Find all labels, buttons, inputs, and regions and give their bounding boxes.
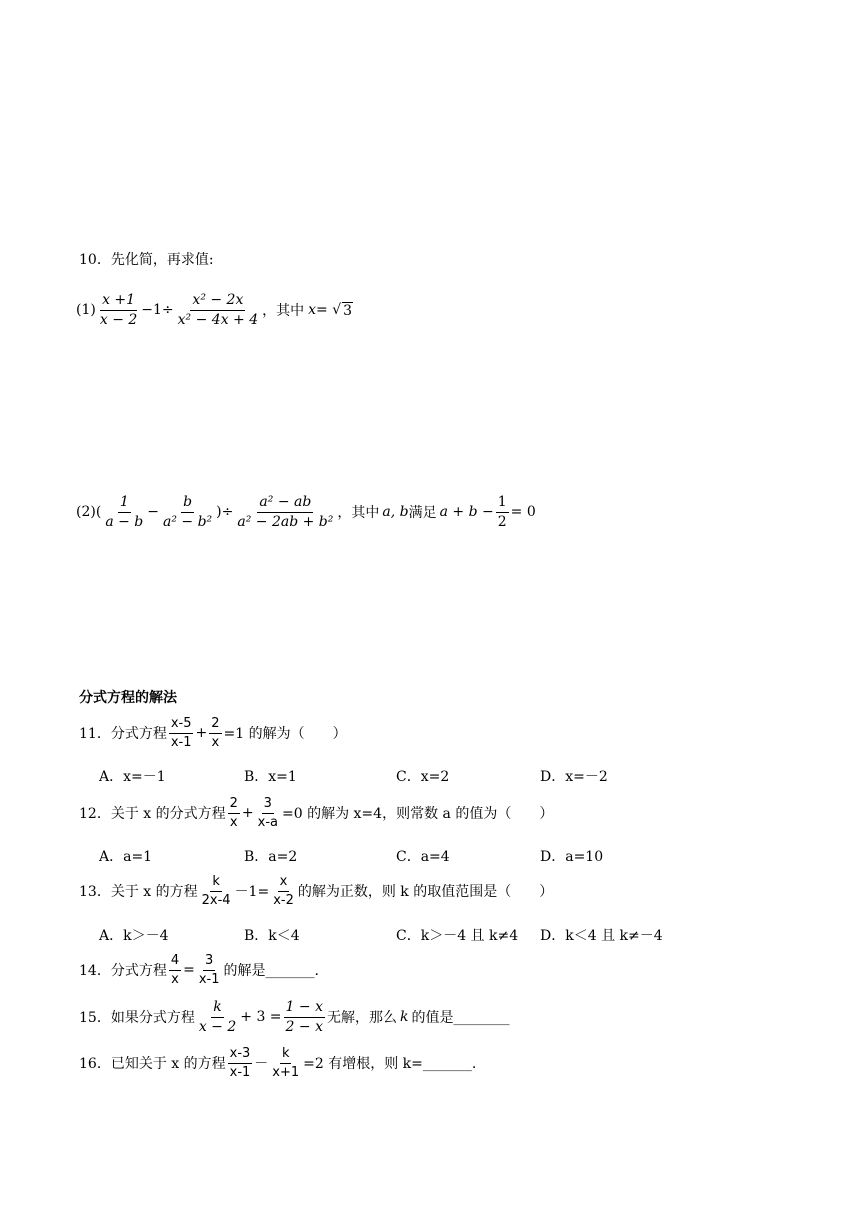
q12-stem xyxy=(79,793,553,833)
fraction-numerator: 2 xyxy=(209,717,221,734)
fraction-numerator: x-5 xyxy=(169,717,194,734)
q13-option-c: C．k＞－4 且 k≠4 xyxy=(396,928,519,944)
q11-option-a: A．x=－1 xyxy=(99,769,166,785)
q12-fraction-2 xyxy=(256,797,280,829)
q10-part1-condition-eq: = √ xyxy=(316,302,342,318)
q15-mid: + 3 = xyxy=(240,1009,282,1025)
q15-stem xyxy=(79,995,509,1039)
fraction-denominator: x xyxy=(211,734,220,750)
q10-part1-condition-var: x xyxy=(308,302,317,318)
q10-part1-condition-value: 3 xyxy=(343,302,353,319)
fraction-numerator: k xyxy=(210,875,222,892)
fraction-denominator: a − b xyxy=(105,513,144,530)
q14-suffix: 的解是_______. xyxy=(223,963,319,979)
q16-fraction-2 xyxy=(270,1047,301,1079)
q13-option-b: B．k＜4 xyxy=(244,928,300,944)
fraction-denominator: x-1 xyxy=(229,1064,251,1080)
q13-option-a: A．k＞－4 xyxy=(99,928,169,944)
q10-part1-label: (1) xyxy=(76,302,96,318)
fraction-numerator: x xyxy=(278,875,290,892)
fraction-numerator: 3 xyxy=(262,797,274,814)
q12-fraction-1 xyxy=(228,797,240,829)
q11-plus: + xyxy=(195,725,208,741)
q15-suffix: 无解，那么 xyxy=(326,1010,397,1026)
q15-fraction-1 xyxy=(197,1000,238,1034)
q13-option-d: D．k＜4 且 k≠－4 xyxy=(540,928,663,944)
q10-title: 10．先化简，再求值: xyxy=(79,252,214,268)
fraction-denominator: x-1 xyxy=(170,734,192,750)
fraction-denominator: x-1 xyxy=(198,971,220,987)
q10-part1-fraction-1 xyxy=(98,293,139,327)
fraction-denominator: 2 xyxy=(497,513,507,530)
q13-suffix: 的解为正数，则 k 的取值范围是（ ） xyxy=(297,884,554,900)
q16-minus: － xyxy=(254,1056,269,1072)
q10-part2-fraction-d xyxy=(496,495,509,529)
q13-fraction-2 xyxy=(271,875,296,907)
q10-part2-fraction-c xyxy=(235,495,335,529)
q10-part2-fraction-b xyxy=(161,495,214,529)
q14-prefix: 14．分式方程 xyxy=(79,963,167,979)
q16-prefix: 16．已知关于 x 的方程 xyxy=(79,1056,226,1072)
fraction-denominator: x+1 xyxy=(272,1064,300,1080)
q15-prefix: 15．如果分式方程 xyxy=(79,1010,195,1026)
q14-fraction-1 xyxy=(169,954,181,986)
q12-option-b: B．a=2 xyxy=(244,849,298,865)
fraction-numerator: 1 xyxy=(118,495,131,513)
fraction-numerator: k xyxy=(211,1000,223,1018)
fraction-numerator: a² − ab xyxy=(257,495,313,513)
q14-equals: = xyxy=(183,962,195,978)
q10-part2 xyxy=(76,490,536,534)
q10-part2-condition-mid: 满足 xyxy=(408,505,437,521)
fraction-denominator: x xyxy=(171,971,179,987)
fraction-numerator: k xyxy=(280,1047,292,1064)
q10-part2-fraction-a xyxy=(103,495,145,529)
q10-part2-open-paren: ( xyxy=(95,504,102,520)
q12-option-c: C．a=4 xyxy=(396,849,450,865)
q10-part2-minus: − xyxy=(147,504,159,520)
q10-part1-condition-prefix: ，其中 xyxy=(262,303,305,319)
fraction-numerator: 1 − x xyxy=(284,1000,325,1018)
q10-part2-condition-expr: a + b − xyxy=(439,504,494,520)
q12-prefix: 12．关于 x 的分式方程 xyxy=(79,806,226,822)
fraction-denominator: a² − b² xyxy=(163,513,213,530)
q16-suffix: =2 有增根，则 k=_______. xyxy=(303,1056,477,1072)
fraction-denominator: x − 2 xyxy=(198,1018,237,1035)
fraction-numerator: 2 xyxy=(228,797,240,814)
q16-stem xyxy=(79,1041,476,1085)
q13-prefix: 13．关于 x 的方程 xyxy=(79,884,198,900)
q12-plus: + xyxy=(241,805,254,821)
q12-option-a: A．a=1 xyxy=(99,849,153,865)
q10-part1-operator: −1÷ xyxy=(141,302,174,318)
fraction-numerator: x-3 xyxy=(228,1047,253,1064)
q10-part2-condition-prefix: ，其中 xyxy=(337,505,380,521)
q13-fraction-1 xyxy=(200,875,233,907)
q14-stem xyxy=(79,950,319,990)
q13-mid: －1= xyxy=(234,884,270,900)
section-title: 分式方程的解法 xyxy=(79,690,177,706)
q10-part1-fraction-2 xyxy=(176,293,260,327)
fraction-numerator: x² − 2x xyxy=(190,293,245,311)
fraction-numerator: b xyxy=(181,495,194,513)
q12-suffix: =0 的解为 x=4，则常数 a 的值为（ ） xyxy=(282,806,554,822)
q10-part2-condition-vars: a, b xyxy=(382,504,409,520)
fraction-numerator: x +1 xyxy=(100,293,137,311)
q15-var: k xyxy=(399,1009,409,1025)
q11-prefix: 11．分式方程 xyxy=(79,726,167,742)
q11-option-c: C．x=2 xyxy=(396,769,450,785)
q10-part2-label: (2) xyxy=(76,504,96,520)
fraction-numerator: 1 xyxy=(496,495,509,513)
q16-fraction-1 xyxy=(228,1047,253,1079)
q11-stem xyxy=(79,714,347,752)
fraction-numerator: 4 xyxy=(169,954,181,971)
fraction-denominator: x-2 xyxy=(273,892,294,908)
q15-fraction-2 xyxy=(284,1000,325,1034)
q10-part2-close-divide: )÷ xyxy=(216,504,234,520)
q11-suffix: =1 的解为（ ） xyxy=(223,726,347,742)
q11-option-d: D．x=－2 xyxy=(540,769,608,785)
fraction-denominator: 2 − x xyxy=(285,1018,323,1035)
q14-fraction-2 xyxy=(197,954,222,986)
fraction-denominator: x − 2 xyxy=(99,311,138,328)
fraction-denominator: a² − 2ab + b² xyxy=(237,513,334,530)
q12-option-d: D．a=10 xyxy=(540,849,604,865)
fraction-denominator: x² − 4x + 4 xyxy=(177,311,259,328)
q10-part1 xyxy=(76,288,353,332)
q11-fraction-2 xyxy=(209,717,221,749)
q13-stem xyxy=(79,871,553,911)
q10-part2-condition-tail: = 0 xyxy=(510,504,536,520)
fraction-numerator: 3 xyxy=(203,954,215,971)
q15-tail: 的值是________ xyxy=(411,1010,510,1026)
fraction-denominator: x xyxy=(229,814,238,830)
fraction-denominator: 2x-4 xyxy=(201,892,231,908)
q11-option-b: B．x=1 xyxy=(244,769,297,785)
q11-fraction-1 xyxy=(169,717,194,749)
fraction-denominator: x-a xyxy=(257,814,278,830)
